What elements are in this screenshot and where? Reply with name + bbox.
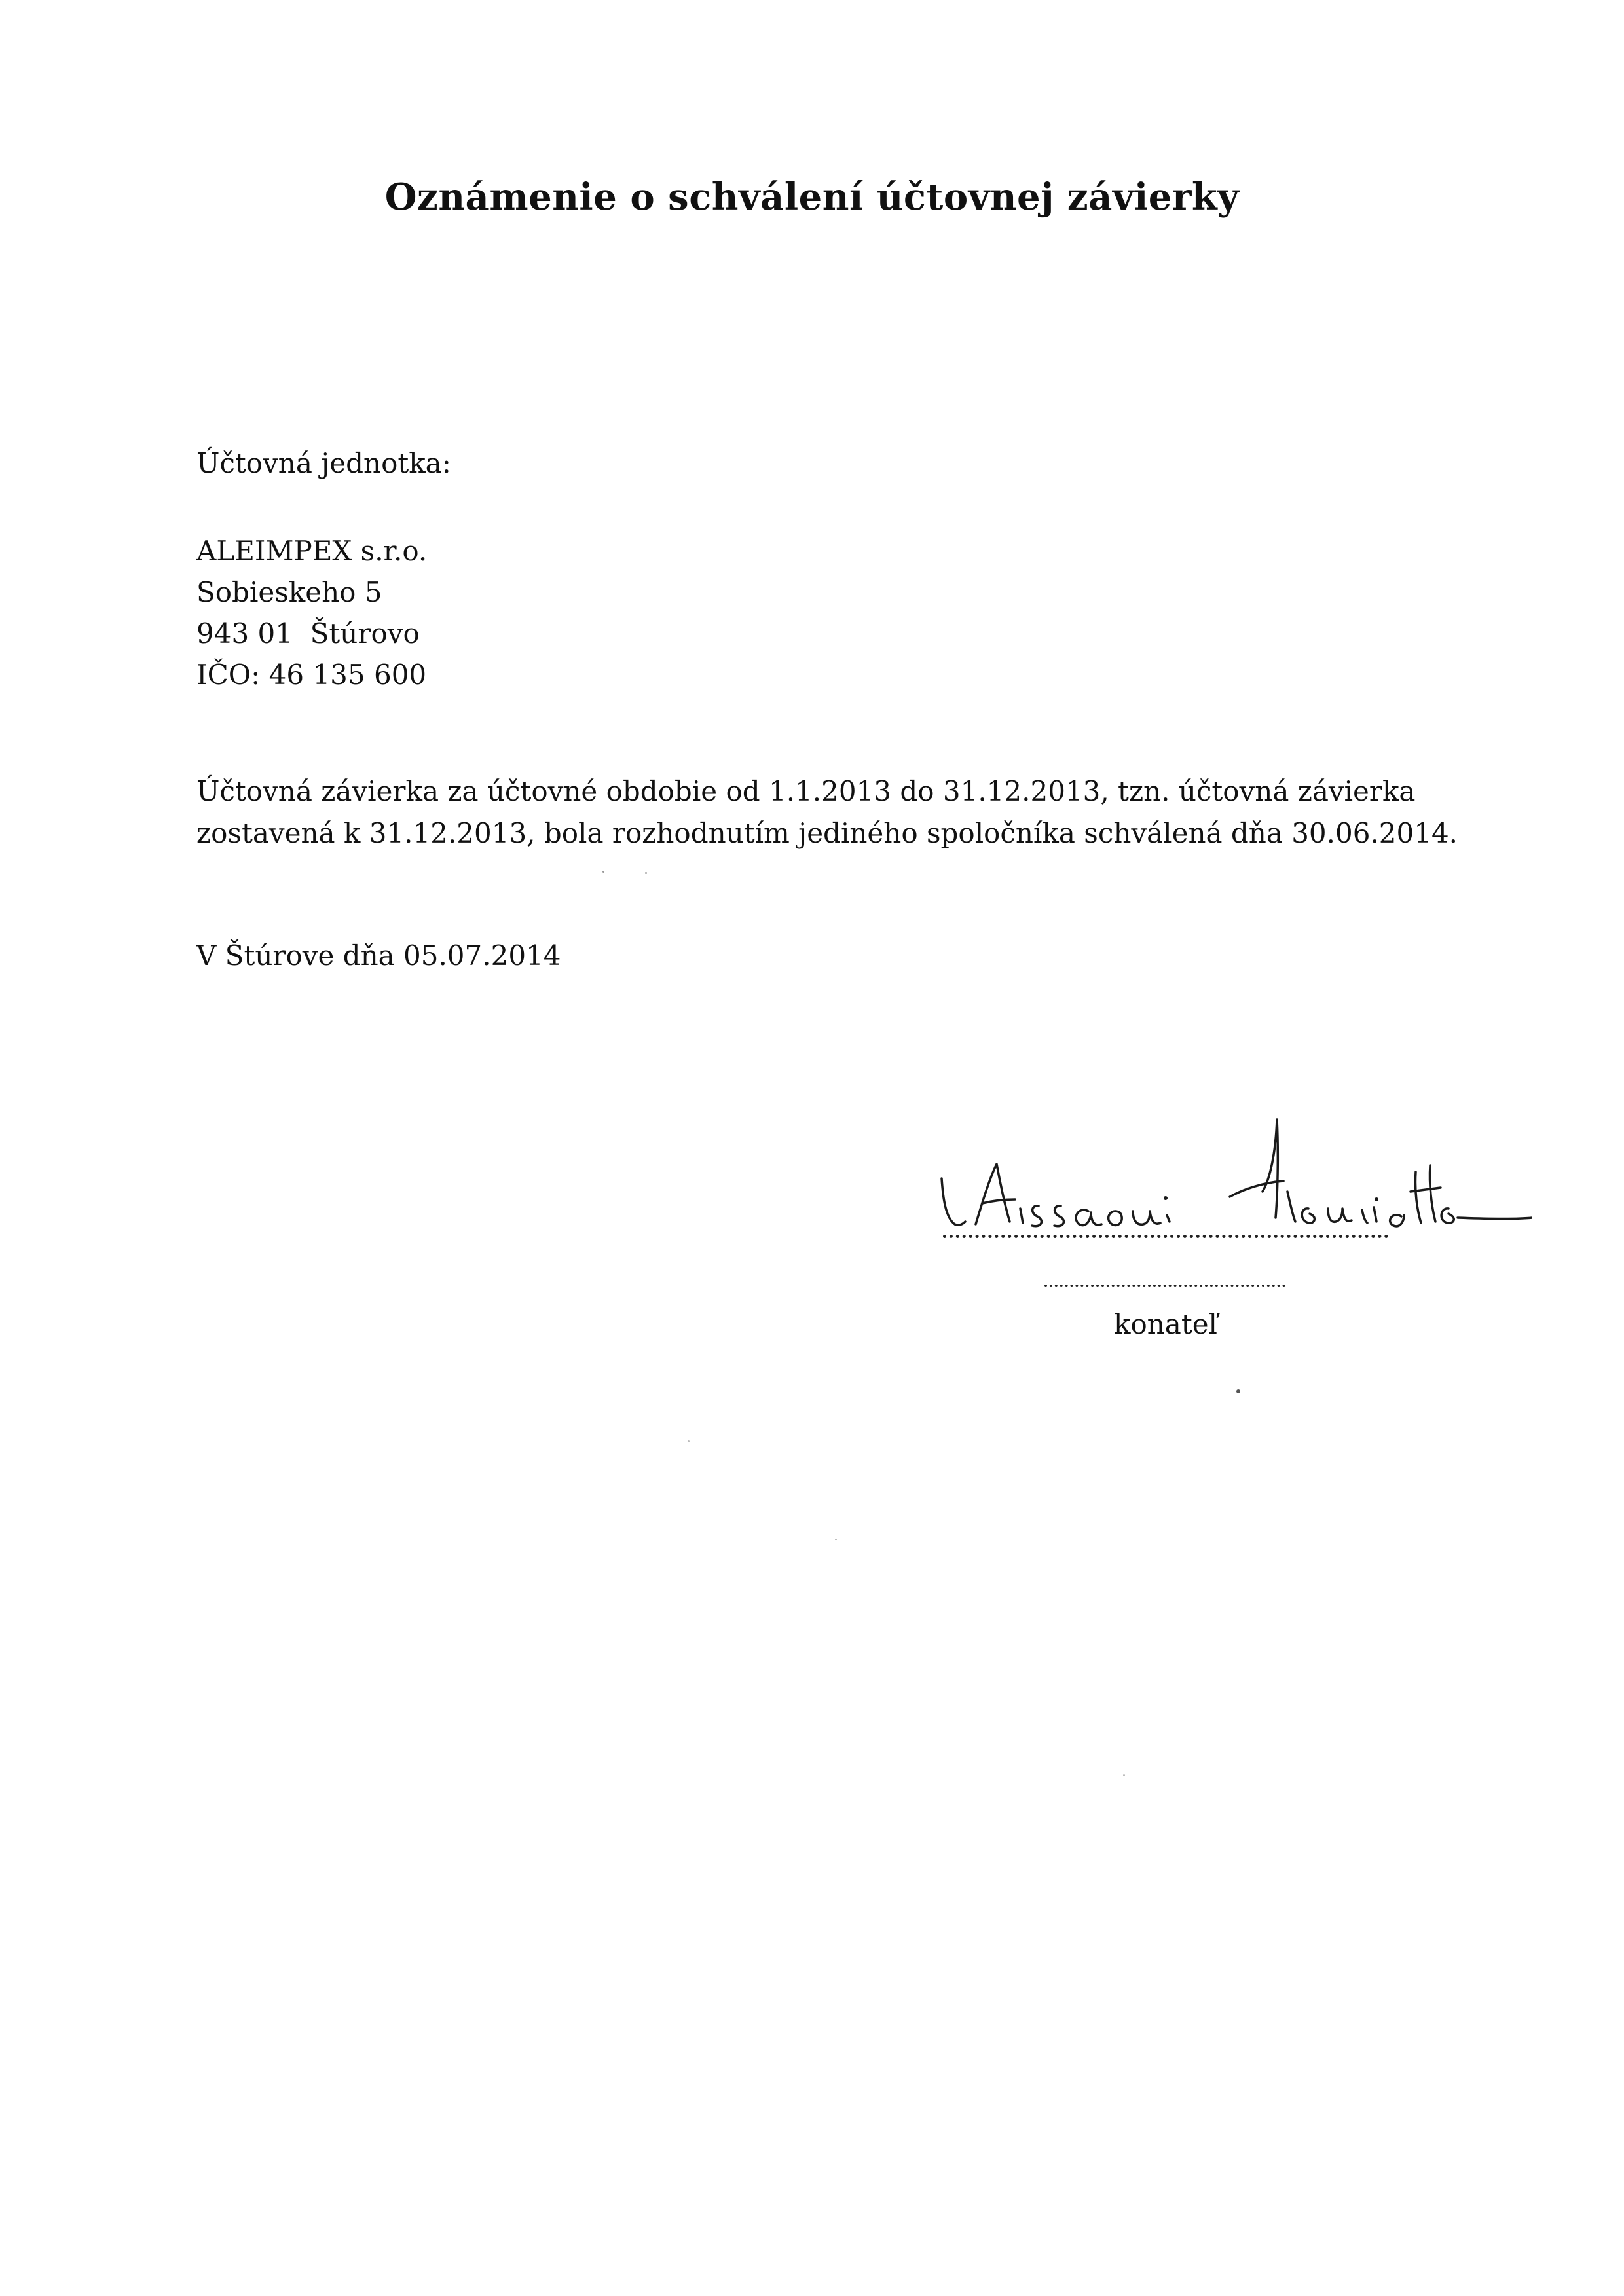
role-line-dotted [1044,1285,1285,1287]
statement-line-1: Účtovná závierka za účtovné obdobie od 1.1.2013 do 31.12.2013, tzn. účtovná závierka [196,775,1416,807]
company-ico: IČO: 46 135 600 [196,659,427,691]
company-name: ALEIMPEX s.r.o. [196,535,428,567]
scan-speck [645,872,647,874]
company-address-block [196,530,427,695]
document-title: Oznámenie o schválení účtovnej závierky [384,175,1240,219]
company-street: Sobieskeho 5 [196,576,382,608]
scan-speck [688,1440,690,1442]
scan-speck [1123,1774,1125,1776]
scan-speck [1236,1389,1240,1393]
signature-line-dotted [943,1235,1388,1238]
company-city: 943 01 Štúrovo [196,617,420,649]
signatory-role: konateľ [1114,1308,1217,1340]
handwritten-signature [917,1093,1532,1264]
scan-speck [602,871,604,873]
approval-statement [196,771,1458,854]
scan-speck [835,1539,837,1540]
place-and-date: V Štúrove dňa 05.07.2014 [196,939,561,972]
accounting-unit-label: Účtovná jednotka: [196,447,451,479]
statement-line-2: zostavená k 31.12.2013, bola rozhodnutím jediného spoločníka schválená dňa 30.06.2014. [196,817,1458,849]
